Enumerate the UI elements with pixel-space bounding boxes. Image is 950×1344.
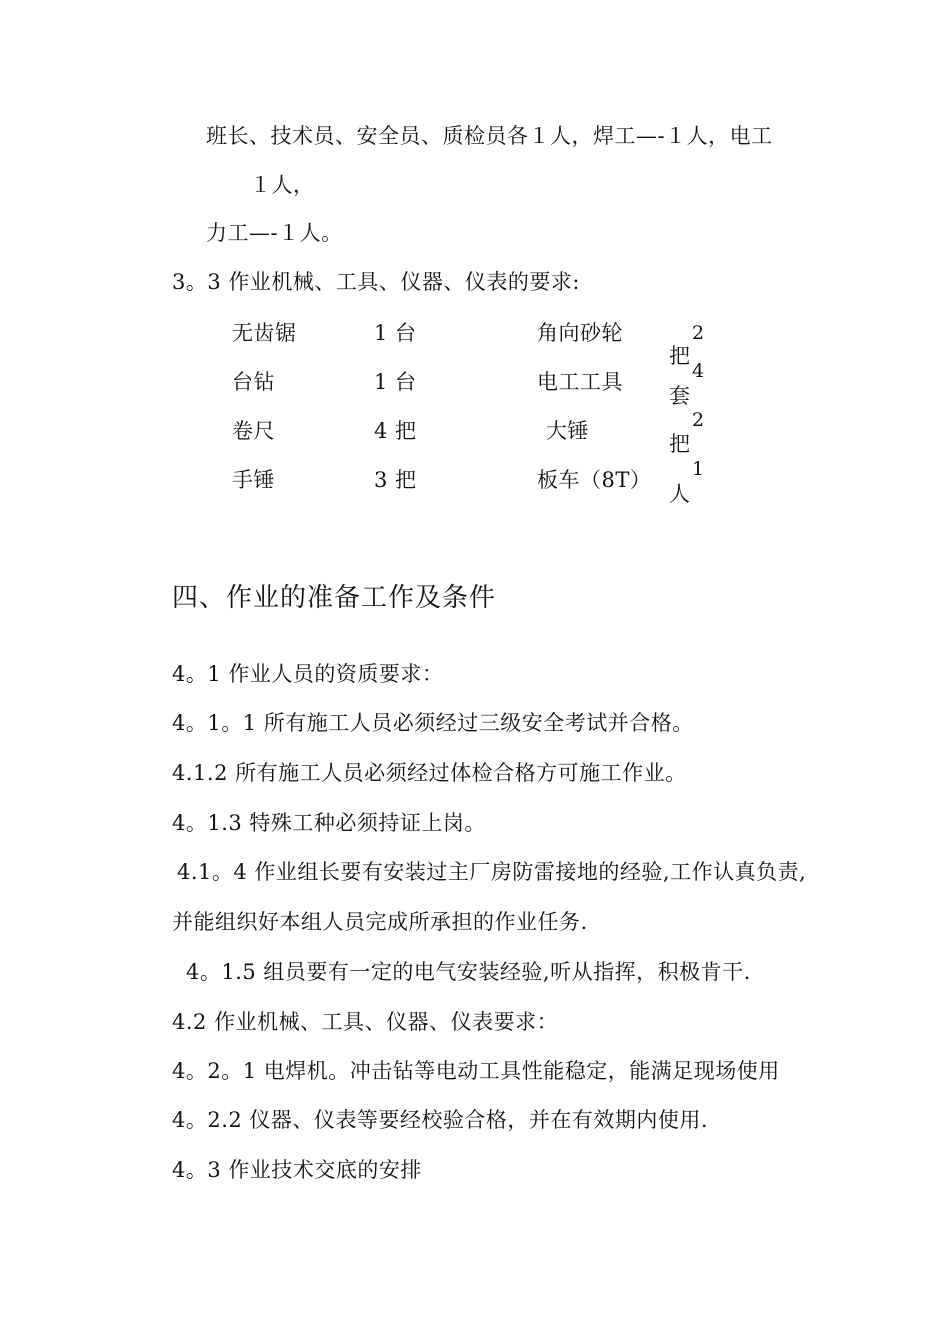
equip-left-qty: 1 台 [374,370,417,394]
section-4-line: 4.2 作业机械、工具、仪器、仪表要求： [172,1010,559,1034]
staff-line-1: 班长、技术员、安全员、质检员各１人，焊工—-１人，电工 [206,124,773,148]
section-4-line: 4。1.3 特殊工种必须持证上岗。 [172,811,486,835]
equip-left-name: 卷尺 [232,419,275,443]
equip-right-qty-unit: 套 [669,384,691,408]
equip-left-qty: 4 把 [374,419,417,443]
equip-right-qty-num: 4 [692,360,705,382]
equip-right-name: 角向砂轮 [537,321,623,345]
section-4-line: 4。1 作业人员的资质要求： [172,662,444,686]
section-4-line: 4.1。4 作业组长要有安装过主厂房防雷接地的经验,工作认真负责, [177,860,807,884]
equip-right-qty-unit: 把 [669,344,691,368]
section-4-line: 4.1.2 所有施工人员必须经过体检合格方可施工作业。 [172,761,687,785]
equip-left-name: 手锤 [232,468,275,492]
equip-right-qty-num: 2 [692,322,705,344]
staff-line-3: 力工—-１人。 [206,221,343,245]
equip-right-qty-num: 1 [692,458,705,480]
equip-right-qty-unit: 把 [669,432,691,456]
section-4-line: 4。2.2 仪器、仪表等要经校验合格，并在有效期内使用. [172,1108,709,1132]
section-4-title: 四、作业的准备工作及条件 [172,583,497,613]
equip-left-name: 台钻 [232,370,275,394]
equip-right-qty-unit: 人 [669,482,691,506]
equip-left-qty: 3 把 [374,468,417,492]
staff-line-2: １人， [250,173,315,197]
equip-right-name: 板车（8T） [537,468,652,492]
section-3-3-heading: 3。3 作业机械、工具、仪器、仪表的要求: [172,270,580,294]
equip-right-name: 大锤 [546,419,589,443]
equip-left-name: 无齿锯 [232,321,297,345]
section-4-line: 并能组织好本组人员完成所承担的作业任务. [172,910,588,934]
equip-left-qty: 1 台 [374,321,417,345]
section-4-line: 4。3 作业技术交底的安排 [172,1158,422,1182]
section-4-line: 4。1。1 所有施工人员必须经过三级安全考试并合格。 [172,711,694,735]
equip-right-name: 电工工具 [537,370,623,394]
section-4-line: 4。1.5 组员要有一定的电气安装经验,听从指挥，积极肯干. [186,960,751,984]
section-4-line: 4。2。1 电焊机。冲击钻等电动工具性能稳定，能满足现场使用 [172,1059,780,1083]
equip-right-qty-num: 2 [692,409,705,431]
